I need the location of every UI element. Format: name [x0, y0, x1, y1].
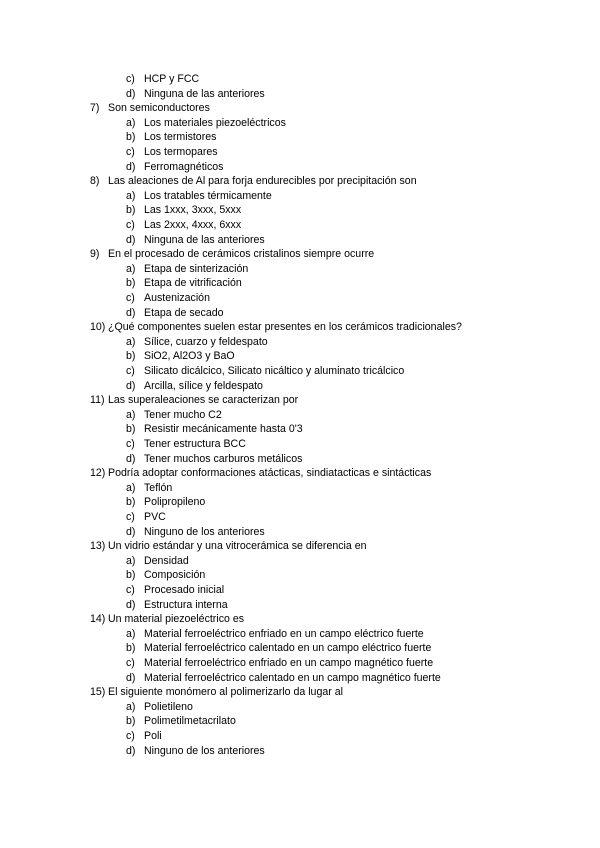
answer-option — [126, 87, 265, 102]
option-letter: a) — [126, 189, 136, 202]
answer-option — [126, 729, 162, 744]
answer-option — [126, 568, 205, 583]
option-letter: b) — [126, 642, 136, 655]
question-number: 11) — [90, 394, 105, 407]
answer-option — [126, 349, 235, 364]
answer-option — [126, 437, 246, 452]
answer-option — [126, 700, 193, 715]
option-text: Ninguna de las anteriores — [144, 233, 265, 246]
answer-option — [126, 671, 441, 686]
answer-option — [126, 218, 241, 233]
option-text: Resistir mecánicamente hasta 0'3 — [144, 423, 303, 436]
option-letter: a) — [126, 335, 136, 348]
question-text: ¿Qué componentes suelen estar presentes en los cerámicos tradicionales? — [108, 321, 462, 334]
option-text: Tener muchos carburos metálicos — [144, 452, 303, 465]
option-letter: c) — [126, 219, 135, 231]
question-number: 8) — [90, 175, 100, 188]
question — [90, 539, 367, 554]
answer-option — [126, 627, 424, 642]
question-number: 9) — [90, 248, 100, 261]
option-letter: b) — [126, 277, 136, 290]
question-text: Un vidrio estándar y una vitrocerámica se diferencia en — [108, 540, 367, 553]
answer-option — [126, 262, 248, 277]
option-text: Densidad — [144, 554, 189, 567]
answer-option — [126, 364, 404, 379]
answer-option — [126, 145, 218, 160]
question-number: 14) — [90, 613, 106, 626]
option-text: Tener estructura BCC — [144, 438, 246, 450]
option-text: Material ferroeléctrico enfriado en un campo magnético fuerte — [144, 657, 434, 669]
option-text: Los termistores — [144, 131, 217, 144]
option-letter: a) — [126, 262, 136, 275]
question-text: Son semiconductores — [108, 102, 210, 115]
answer-option — [126, 379, 263, 394]
answer-option — [126, 598, 228, 613]
option-letter: b) — [126, 715, 136, 728]
option-letter: b) — [126, 131, 136, 144]
option-letter: b) — [126, 569, 136, 582]
option-letter: d) — [126, 233, 136, 246]
option-text: Los termopares — [144, 146, 218, 158]
question — [90, 320, 462, 335]
option-text: SiO2, Al2O3 y BaO — [144, 350, 235, 363]
option-letter: c) — [126, 146, 135, 158]
option-text: Etapa de secado — [144, 306, 224, 319]
question-text: Las aleaciones de Al para forja endurecibles por precipitación son — [108, 175, 417, 188]
answer-option — [126, 72, 199, 87]
option-text: Material ferroeléctrico enfriado en un campo eléctrico fuerte — [144, 627, 424, 640]
question — [90, 685, 343, 700]
option-letter: a) — [126, 554, 136, 567]
option-text: Las 2xxx, 4xxx, 6xxx — [144, 219, 242, 231]
answer-option — [126, 116, 286, 131]
option-text: Etapa de vitrificación — [144, 277, 242, 290]
option-text: Polimetilmetacrilato — [144, 715, 236, 728]
option-letter: c) — [126, 292, 135, 304]
question-text: Un material piezoeléctrico es — [108, 613, 245, 626]
answer-option — [126, 641, 431, 656]
option-text: Polietileno — [144, 700, 193, 713]
option-letter: c) — [126, 365, 135, 377]
answer-option — [126, 203, 241, 218]
option-letter: a) — [126, 408, 136, 421]
option-text: Material ferroeléctrico calentado en un campo magnético fuerte — [144, 671, 441, 684]
answer-option — [126, 189, 272, 204]
answer-option — [126, 291, 210, 306]
option-text: HCP y FCC — [144, 73, 200, 85]
option-text: Polipropileno — [144, 496, 206, 509]
option-letter: d) — [126, 598, 136, 611]
option-letter: c) — [126, 73, 135, 85]
question-number: 13) — [90, 540, 106, 553]
answer-option — [126, 583, 224, 598]
option-text: Etapa de sinterización — [144, 262, 249, 275]
option-text: Poli — [144, 730, 162, 742]
option-text: Procesado inicial — [144, 584, 225, 596]
answer-option — [126, 525, 265, 540]
option-letter: c) — [126, 584, 135, 596]
option-text: Silicato dicálcico, Silicato nicáltico y aluminato tricálcico — [144, 365, 405, 377]
answer-option — [126, 744, 265, 759]
question-number: 7) — [90, 102, 100, 115]
option-letter: c) — [126, 657, 135, 669]
answer-option — [126, 233, 265, 248]
question — [90, 466, 431, 481]
answer-option — [126, 306, 224, 321]
option-text: Material ferroeléctrico calentado en un campo eléctrico fuerte — [144, 642, 432, 655]
answer-option — [126, 714, 236, 729]
option-text: Los tratables térmicamente — [144, 189, 272, 202]
answer-option — [126, 335, 268, 350]
option-text: Estructura interna — [144, 598, 228, 611]
option-text: Austenización — [144, 292, 210, 304]
option-letter: d) — [126, 452, 136, 465]
option-letter: d) — [126, 525, 136, 538]
answer-option — [126, 408, 222, 423]
option-text: Tener mucho C2 — [144, 408, 222, 421]
option-letter: b) — [126, 350, 136, 363]
answer-option — [126, 276, 242, 291]
question-text: En el procesado de cerámicos cristalinos siempre ocurre — [108, 248, 375, 261]
answer-option — [126, 481, 172, 496]
option-letter: c) — [126, 511, 135, 523]
option-text: PVC — [144, 511, 166, 523]
option-text: Ninguno de los anteriores — [144, 525, 265, 538]
answer-option — [126, 495, 205, 510]
option-text: Ninguno de los anteriores — [144, 744, 265, 757]
question-number: 12) — [90, 467, 106, 480]
question — [90, 393, 298, 408]
option-letter: d) — [126, 306, 136, 319]
option-letter: d) — [126, 379, 136, 392]
answer-option — [126, 510, 166, 525]
answer-option — [126, 452, 302, 467]
option-text: Sílice, cuarzo y feldespato — [144, 335, 268, 348]
question — [90, 247, 374, 262]
question-text: Podría adoptar conformaciones atácticas, sindiatacticas e sintácticas — [108, 467, 432, 480]
option-letter: a) — [126, 481, 136, 494]
option-text: Composición — [144, 569, 206, 582]
option-text: Los materiales piezoeléctricos — [144, 116, 286, 129]
option-text: Teflón — [144, 481, 173, 494]
question-text: Las superaleaciones se caracterizan por — [108, 394, 299, 407]
option-text: Ferromagnéticos — [144, 160, 224, 173]
answer-option — [126, 554, 189, 569]
answer-option — [126, 130, 216, 145]
option-letter: d) — [126, 87, 136, 100]
question — [90, 101, 210, 116]
question — [90, 612, 244, 627]
option-letter: a) — [126, 627, 136, 640]
answer-option — [126, 422, 303, 437]
option-text: Arcilla, sílice y feldespato — [144, 379, 263, 392]
answer-option — [126, 160, 223, 175]
question-text: El siguiente monómero al polimerizarlo da lugar al — [108, 686, 343, 699]
question — [90, 174, 417, 189]
option-letter: b) — [126, 496, 136, 509]
option-letter: d) — [126, 744, 136, 757]
option-letter: d) — [126, 160, 136, 173]
question-number: 15) — [90, 686, 106, 699]
option-letter: c) — [126, 438, 135, 450]
option-letter: b) — [126, 423, 136, 436]
option-text: Ninguna de las anteriores — [144, 87, 265, 100]
option-letter: a) — [126, 700, 136, 713]
question-number: 10) — [90, 321, 106, 334]
option-letter: d) — [126, 671, 136, 684]
option-text: Las 1xxx, 3xxx, 5xxx — [144, 204, 242, 217]
option-letter: a) — [126, 116, 136, 129]
option-letter: b) — [126, 204, 136, 217]
answer-option — [126, 656, 433, 671]
option-letter: c) — [126, 730, 135, 742]
